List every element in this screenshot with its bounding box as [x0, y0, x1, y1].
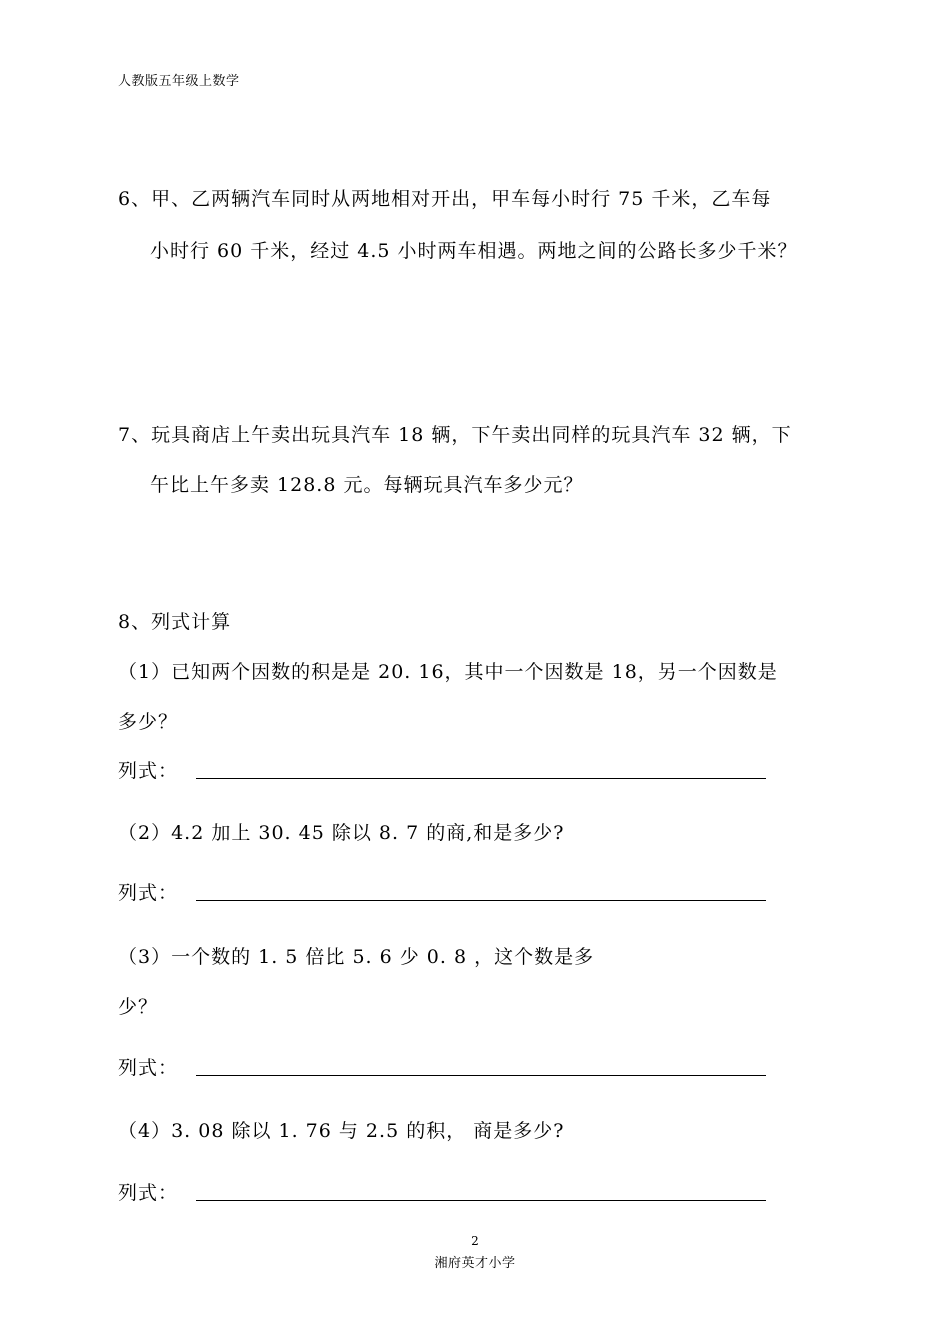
answer-line[interactable]	[196, 778, 766, 779]
formula-label: 列式：	[118, 882, 179, 904]
formula-row-2	[118, 878, 766, 905]
problem-8-title: 8、列式计算	[118, 611, 232, 633]
problem-8-q4: （4）3. 08 除以 1. 76 与 2.5 的积， 商是多少?	[118, 1120, 565, 1142]
problem-8-q1-line-2: 多少？	[118, 711, 179, 733]
problem-8-q3-line-2: 少？	[118, 996, 159, 1018]
answer-line[interactable]	[196, 1075, 766, 1076]
problem-8-q3-line-1: （3）一个数的 1. 5 倍比 5. 6 少 0. 8 ，这个数是多	[118, 946, 595, 968]
formula-label: 列式：	[118, 760, 179, 782]
problem-8-q2: （2）4.2 加上 30. 45 除以 8. 7 的商,和是多少?	[118, 822, 565, 844]
problem-6-line-2: 小时行 60 千米，经过 4.5 小时两车相遇。两地之间的公路长多少千米？	[150, 240, 798, 262]
problem-7-line-2: 午比上午多卖 128.8 元。每辆玩具汽车多少元？	[150, 474, 584, 496]
formula-label: 列式：	[118, 1182, 179, 1204]
page-number: 2	[471, 1234, 479, 1248]
problem-6-line-1: 6、甲、乙两辆汽车同时从两地相对开出，甲车每小时行 75 千米，乙车每	[118, 188, 772, 210]
problem-8-q1-line-1: （1）已知两个因数的积是是 20. 16，其中一个因数是 18，另一个因数是	[118, 661, 778, 683]
school-name: 湘府英才小学	[434, 1256, 516, 1271]
formula-row-4	[118, 1178, 766, 1205]
formula-row-1	[118, 756, 766, 783]
page-header: 人教版五年级上数学	[118, 74, 240, 89]
formula-label: 列式：	[118, 1057, 179, 1079]
answer-line[interactable]	[196, 900, 766, 901]
problem-7-line-1: 7、玩具商店上午卖出玩具汽车 18 辆，下午卖出同样的玩具汽车 32 辆，下	[118, 424, 792, 446]
formula-row-3	[118, 1053, 766, 1080]
answer-line[interactable]	[196, 1200, 766, 1201]
